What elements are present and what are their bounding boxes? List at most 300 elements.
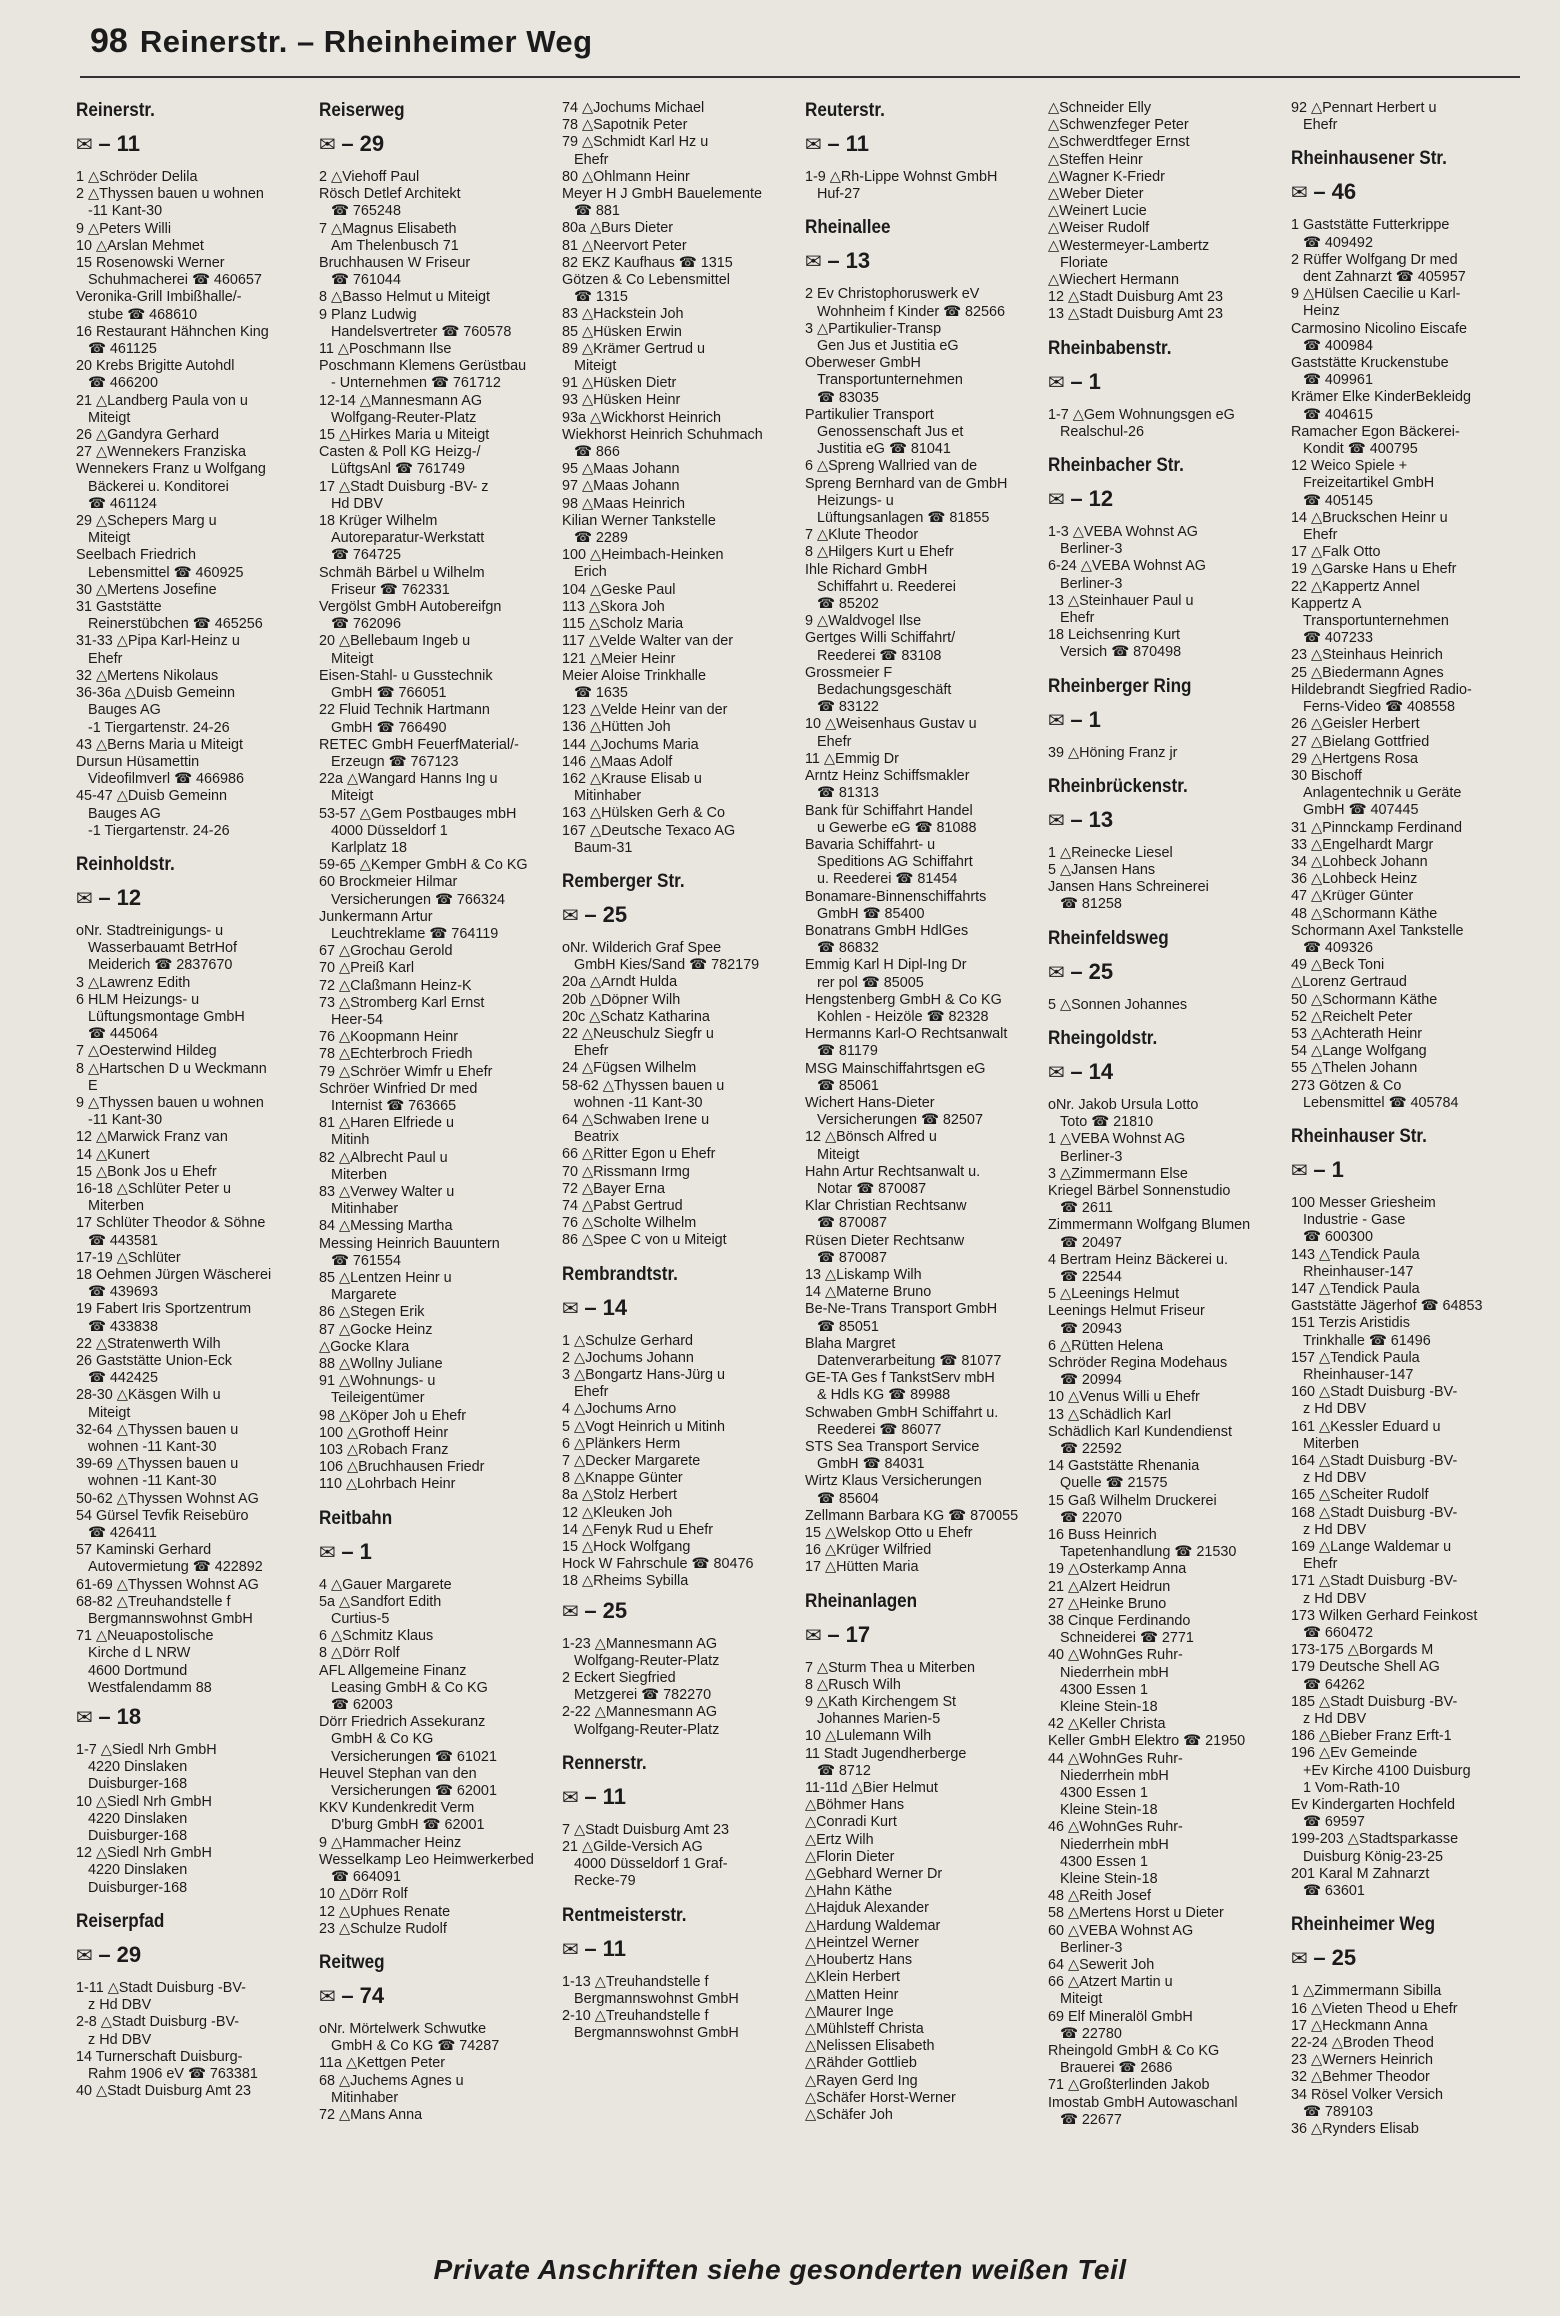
directory-entry: 27 △Heinke Bruno <box>1048 1595 1167 1612</box>
envelope-icon: ✉ <box>562 1938 585 1961</box>
directory-entry: 12 △Uphues Renate <box>319 1903 451 1920</box>
directory-entry: Carmosino Nicolino Eiscafe ☎ 400984 <box>1291 320 1467 354</box>
directory-entry: 27 △Bielang Gottfried <box>1291 733 1430 750</box>
directory-entry: Schmäh Bärbel u Wilhelm Friseur ☎ 762331 <box>319 564 485 598</box>
directory-entry: 26 △Geisler Herbert <box>1291 716 1420 733</box>
directory-entry: Bruchhausen W Friseur ☎ 761044 <box>319 255 471 289</box>
postal-district <box>1291 1946 1526 1971</box>
directory-entry: Ihle Richard GmbH Schiffahrt u. Reederei ☎ 85202 <box>805 561 956 613</box>
directory-entry: 6 △Plänkers Herm <box>562 1435 681 1452</box>
directory-entry: 144 △Jochums Maria <box>562 736 699 753</box>
directory-entry: 20a △Arndt Hulda <box>562 974 678 991</box>
directory-entry: 38 Cinque Ferdinando Schneiderei ☎ 2771 <box>1048 1612 1194 1647</box>
street-heading: Reitbahn <box>319 1507 393 1529</box>
directory-entry: △Schwerdtfeger Ernst <box>1048 134 1190 151</box>
directory-entry: 171 △Stadt Duisburg -BV- z Hd DBV <box>1291 1573 1458 1607</box>
directory-entry: 8 △Hartschen D u Weckmann E <box>76 1060 267 1094</box>
envelope-icon: ✉ <box>1048 371 1071 394</box>
directory-entry: Meier Aloise Trinkhalle ☎ 1635 <box>562 667 706 701</box>
postal-district <box>1048 960 1283 985</box>
postal-code: – 17 <box>827 1621 871 1647</box>
directory-entry: 43 △Berns Maria u Miteigt <box>76 736 244 753</box>
directory-entry: 14 △Bruckschen Heinr u Ehefr <box>1291 509 1448 544</box>
directory-entry: Eisen-Stahl- u Gusstechnik GmbH ☎ 766051 <box>319 667 493 702</box>
envelope-icon: ✉ <box>1291 1948 1314 1971</box>
directory-entry: 29 △Hertgens Rosa <box>1291 750 1419 767</box>
directory-entry: 14 △Materne Bruno <box>805 1284 932 1301</box>
directory-entry: 2 △Thyssen bauen u wohnen -11 Kant-30 <box>76 186 264 220</box>
street-heading: Reuterstr. <box>805 100 885 121</box>
directory-entry: 13 △Liskamp Wilh <box>805 1266 922 1283</box>
directory-entry: oNr. Jakob Ursula Lotto Toto ☎ 21810 <box>1048 1096 1199 1131</box>
directory-entry: Kilian Werner Tankstelle ☎ 2289 <box>562 512 716 547</box>
directory-entry: Zimmermann Wolfgang Blumen ☎ 20497 <box>1048 1217 1251 1251</box>
directory-entry: 10 △Venus Willi u Ehefr <box>1048 1389 1200 1406</box>
directory-entry: 162 △Krause Elisab u Mitinhaber <box>562 770 702 805</box>
directory-entry: 15 Rosenowski Werner Schuhmacherei ☎ 460657 <box>76 255 262 289</box>
directory-entry: △Mühlsteff Christa <box>805 2020 924 2037</box>
directory-entry: 4 △Jochums Arno <box>562 1401 677 1418</box>
directory-entry: 50 △Schormann Käthe <box>1291 991 1438 1008</box>
directory-entry: Casten & Poll KG Heizg-/ LüftgsAnl ☎ 761749 <box>319 444 481 478</box>
directory-entry: 22a △Wangard Hanns Ing u Miteigt <box>319 771 498 805</box>
directory-entry: Imostab GmbH Autowaschanl ☎ 22677 <box>1048 2094 1238 2128</box>
directory-entry: STS Sea Transport Service GmbH ☎ 84031 <box>805 1439 980 1473</box>
directory-entry: 7 △Oesterwind Hildeg <box>76 1043 217 1060</box>
directory-entry: 72 △Mans Anna <box>319 2106 423 2123</box>
directory-entry: 147 △Tendick Paula <box>1291 1280 1420 1297</box>
directory-entry: 88 △Wollny Juliane <box>319 1356 443 1373</box>
postal-code: – 1 <box>341 1538 372 1564</box>
street-heading: Rheinberger Ring <box>1048 675 1192 697</box>
directory-entry: 31-33 △Pipa Karl-Heinz u Ehefr <box>76 633 240 667</box>
directory-entry: Junkermann Artur Leuchtreklame ☎ 764119 <box>319 908 499 942</box>
directory-entry: 22 △Neuschulz Siegfr u Ehefr <box>562 1025 714 1060</box>
directory-entry: Bavaria Schiffahrt- u Speditions AG Schiffahrt u. Reederei ☎ 81454 <box>805 836 973 888</box>
directory-entry: 91 △Hüsken Dietr <box>562 375 677 392</box>
directory-entry: Meyer H J GmbH Bauelemente ☎ 881 <box>562 186 762 220</box>
directory-entry: Wirtz Klaus Versicherungen ☎ 85604 <box>805 1473 982 1507</box>
directory-entry: 100 Messer Griesheim Industrie - Gase ☎ 600300 <box>1291 1194 1436 1246</box>
directory-entry: △Rähder Gottlieb <box>805 2055 917 2072</box>
directory-entry: 1-3 △VEBA Wohnst AG Berliner-3 <box>1048 524 1198 558</box>
directory-entry: 15 △Hock Wolfgang <box>562 1539 691 1556</box>
directory-entry: 53-57 △Gem Postbauges mbH 4000 Düsseldorf 1 Karlplatz 18 <box>319 805 517 856</box>
directory-entry: △Lorenz Gertraud <box>1291 974 1407 991</box>
postal-code: – 13 <box>1070 806 1114 832</box>
directory-entry: 12 △Kleuken Joh <box>562 1504 673 1521</box>
directory-entry: 17 △Heckmann Anna <box>1291 2017 1428 2034</box>
directory-entry: 163 △Hülsken Gerh & Co <box>562 805 726 822</box>
directory-entry: 76 △Scholte Wilhelm <box>562 1215 697 1232</box>
postal-code: – 13 <box>827 248 871 274</box>
directory-entry: 1 △Schröder Delila <box>76 169 198 185</box>
directory-entry: 17-19 △Schlüter <box>76 1249 181 1266</box>
directory-entry: 161 △Kessler Eduard u Miterben <box>1291 1418 1441 1452</box>
directory-entry: 20b △Döpner Wilh <box>562 991 681 1008</box>
directory-entry: 123 △Velde Heinr van der <box>562 702 728 719</box>
postal-district <box>76 1705 311 1730</box>
directory-entry: 15 △Hirkes Maria u Miteigt <box>319 427 490 444</box>
directory-entry: 47 △Krüger Günter <box>1291 888 1414 905</box>
directory-entry: Hengstenberg GmbH & Co KG Kohlen - Heizöle ☎ 82328 <box>805 991 1002 1025</box>
directory-entry: RETEC GmbH FeuerfMaterial/- Erzeugn ☎ 767123 <box>319 736 519 770</box>
directory-entry: 74 △Jochums Michael <box>562 100 705 116</box>
directory-entry: 199-203 △Stadtsparkasse Duisburg König-23-25 <box>1291 1831 1459 1865</box>
directory-entry: 7 △Magnus Elisabeth Am Thelenbusch 71 <box>319 220 459 254</box>
street-heading: Reiserweg <box>319 100 405 121</box>
directory-entry: 1-7 △Siedl Nrh GmbH 4220 Dinslaken Duisburger-168 <box>76 1742 217 1793</box>
street-heading: Remberger Str. <box>562 870 685 892</box>
directory-entry: 70 △Preiß Karl <box>319 960 415 977</box>
directory-entry: 53 △Achterath Heinr <box>1291 1025 1423 1042</box>
directory-entry: oNr. Mörtelwerk Schwutke GmbH & Co KG ☎ 74287 <box>319 2020 500 2055</box>
header-rule <box>80 76 1520 78</box>
envelope-icon: ✉ <box>319 1541 342 1564</box>
directory-entry: 5 △Vogt Heinrich u Mitinh <box>562 1418 726 1435</box>
directory-entry: 179 Deutsche Shell AG ☎ 64262 <box>1291 1659 1440 1693</box>
directory-entry: 1-11 △Stadt Duisburg -BV- z Hd DBV <box>76 1979 246 2014</box>
postal-code: – 1 <box>1070 368 1101 394</box>
page-number: 98 <box>90 22 128 60</box>
envelope-icon: ✉ <box>562 1786 585 1809</box>
directory-entry: Hock W Fahrschule ☎ 80476 <box>562 1556 754 1573</box>
directory-entry: △Gocke Klara <box>319 1338 410 1355</box>
directory-entry: △Nelissen Elisabeth <box>805 2038 935 2055</box>
directory-entry: 36 △Lohbeck Heinz <box>1291 871 1418 888</box>
directory-entry: 19 △Garske Hans u Ehefr <box>1291 561 1457 578</box>
directory-entry: 71 △Großterlinden Jakob <box>1048 2077 1210 2094</box>
directory-entry: 16 △Vieten Theod u Ehefr <box>1291 2000 1458 2017</box>
directory-entry: 15 △Bonk Jos u Ehefr <box>76 1163 217 1180</box>
directory-entry: 173-175 △Borgards M <box>1291 1642 1434 1659</box>
directory-entry: Rösch Detlef Architekt ☎ 765248 <box>319 186 461 220</box>
directory-entry: 7 △Stadt Duisburg Amt 23 <box>562 1821 730 1838</box>
page-title: Reinerstr. – Rheinheimer Weg <box>139 24 593 59</box>
directory-entry: 12 △Siedl Nrh GmbH 4220 Dinslaken Duisburger-168 <box>76 1845 212 1896</box>
directory-entry: 12 Weico Spiele + Freizeitartikel GmbH ☎ 405145 <box>1291 458 1435 509</box>
street-heading: Reinholdstr. <box>76 853 175 875</box>
directory-entry: Kriegel Bärbel Sonnenstudio ☎ 2611 <box>1048 1182 1231 1217</box>
directory-entry: △Ertz Wilh <box>805 1831 874 1848</box>
directory-entry: △Weinert Lucie <box>1048 203 1147 220</box>
directory-entry: 168 △Stadt Duisburg -BV- z Hd DBV <box>1291 1504 1458 1538</box>
directory-entry: 16 Buss Heinrich Tapetenhandlung ☎ 21530 <box>1048 1526 1237 1561</box>
directory-entry: 64 △Schwaben Irene u Beatrix <box>562 1111 710 1146</box>
directory-entry: 1 △Reinecke Liesel <box>1048 844 1173 861</box>
directory-entry: 8a △Stolz Herbert <box>562 1487 678 1504</box>
directory-entry: 143 △Tendick Paula Rheinhauser-147 <box>1291 1246 1420 1280</box>
directory-entry: 8 △Hilgers Kurt u Ehefr <box>805 544 954 561</box>
directory-entry: △Maurer Inge <box>805 2003 894 2020</box>
directory-column <box>1291 100 1526 2240</box>
directory-entry: oNr. Wilderich Graf Spee GmbH Kies/Sand ☎ 782179 <box>562 939 760 974</box>
directory-entry: 44 △WohnGes Ruhr- Niederrhein mbH 4300 Essen 1 Kleine Stein-18 <box>1048 1750 1183 1819</box>
directory-entry: 97 △Maas Johann <box>562 478 680 495</box>
postal-district <box>1048 1060 1283 1085</box>
postal-district <box>805 132 1040 157</box>
directory-entry: 79 △Schröer Wimfr u Ehefr <box>319 1063 493 1080</box>
envelope-icon: ✉ <box>805 134 828 156</box>
envelope-icon: ✉ <box>562 904 585 927</box>
directory-entry: 68-82 △Treuhandstelle f Bergmannswohnst GmbH <box>76 1593 253 1628</box>
envelope-icon: ✉ <box>319 1985 342 2008</box>
postal-district <box>1048 808 1283 833</box>
directory-entry: 146 △Maas Adolf <box>562 753 673 770</box>
directory-entry: 33 △Engelhardt Margr <box>1291 836 1434 853</box>
directory-entry: 26 Gaststätte Union-Eck ☎ 442425 <box>76 1353 232 1387</box>
envelope-icon: ✉ <box>76 1707 99 1730</box>
directory-entry: 82 △Albrecht Paul u Miterben <box>319 1149 448 1183</box>
directory-entry: 115 △Scholz Maria <box>562 616 684 633</box>
envelope-icon: ✉ <box>805 251 828 274</box>
directory-entry: 164 △Stadt Duisburg -BV- z Hd DBV <box>1291 1453 1458 1487</box>
directory-entry: 9 Planz Ludwig Handelsvertreter ☎ 760578 <box>319 306 512 340</box>
directory-entry: 32-64 △Thyssen bauen u wohnen -11 Kant-30 <box>76 1421 239 1456</box>
page-header <box>90 22 1510 61</box>
directory-column <box>562 100 797 2240</box>
postal-code: – 25 <box>584 901 628 927</box>
directory-entry: 151 Terzis Aristidis Trinkhalle ☎ 61496 <box>1291 1315 1431 1349</box>
directory-column <box>805 100 1040 2240</box>
directory-entry: GE-TA Ges f TankstServ mbH & Hdls KG ☎ 89988 <box>805 1370 995 1404</box>
directory-entry: 17 △Stadt Duisburg -BV- z Hd DBV <box>319 478 489 512</box>
directory-entry: 54 Gürsel Tevfik Reisebüro ☎ 426411 <box>76 1507 249 1542</box>
directory-entry: Schormann Axel Tankstelle ☎ 409326 <box>1291 922 1464 956</box>
directory-entry: 81 △Haren Elfriede u Mitinh <box>319 1115 455 1149</box>
postal-code: – 1 <box>1313 1156 1344 1182</box>
directory-entry: Emmig Karl H Dipl-Ing Dr rer pol ☎ 85005 <box>805 957 967 991</box>
directory-entry: 39 △Höning Franz jr <box>1048 744 1178 761</box>
directory-entry: 30 Bischoff Anlagentechnik u Geräte GmbH ☎ 407445 <box>1291 767 1462 819</box>
directory-entry: 25 △Biedermann Agnes <box>1291 664 1444 681</box>
postal-district <box>562 1937 797 1962</box>
directory-entry: 92 △Pennart Herbert u Ehefr <box>1291 100 1437 134</box>
directory-entry: KKV Kundenkredit Verm D'burg GmbH ☎ 62001 <box>319 1800 485 1834</box>
postal-district <box>1048 370 1283 395</box>
directory-entry: Blaha Margret Datenverarbeitung ☎ 81077 <box>805 1335 1002 1369</box>
postal-district <box>562 903 797 928</box>
directory-entry: 1-13 △Treuhandstelle f Bergmannswohnst GmbH <box>562 1973 739 2007</box>
postal-district <box>805 249 1040 274</box>
directory-entry: △Böhmer Hans <box>805 1797 905 1814</box>
directory-entry: Arntz Heinz Schiffsmakler ☎ 81313 <box>805 768 970 802</box>
street-heading: Rentmeisterstr. <box>562 1904 687 1926</box>
directory-entry: △Schäfer Horst-Werner <box>805 2089 956 2106</box>
envelope-icon: ✉ <box>76 1944 99 1967</box>
directory-entry: 16 Restaurant Hähnchen King ☎ 461125 <box>76 323 269 358</box>
envelope-icon: ✉ <box>1048 709 1071 732</box>
directory-entry: Bank für Schiffahrt Handel u Gewerbe eG ☎ 81088 <box>805 802 977 836</box>
street-heading: Rheingoldstr. <box>1048 1027 1158 1049</box>
directory-entry: 64 △Sewerit Joh <box>1048 1957 1155 1974</box>
directory-entry: 12 △Stadt Duisburg Amt 23 <box>1048 289 1224 306</box>
street-heading: Rheinhauser Str. <box>1291 1125 1427 1147</box>
directory-entry: 8 △Dörr Rolf <box>319 1645 400 1662</box>
directory-entry: Hildebrandt Siegfried Radio- Ferns-Video ☎ 408558 <box>1291 681 1472 716</box>
directory-entry: 23 △Schulze Rudolf <box>319 1920 447 1937</box>
envelope-icon: ✉ <box>1291 1159 1314 1182</box>
directory-entry: 2-10 △Treuhandstelle f Bergmannswohnst GmbH <box>562 2008 739 2042</box>
directory-entry: 93 △Hüsken Heinr <box>562 392 681 409</box>
postal-district <box>319 132 554 157</box>
directory-entry: Poschmann Klemens Gerüstbau - Unternehmen ☎ 761712 <box>319 358 527 392</box>
directory-entry: 2 Rüffer Wolfgang Dr med dent Zahnarzt ☎ 405957 <box>1291 251 1466 286</box>
postal-district <box>76 886 311 911</box>
footer-note: Private Anschriften siehe gesonderten weißen Teil <box>433 2254 1127 2285</box>
directory-entry: 22 Fluid Technik Hartmann GmbH ☎ 766490 <box>319 702 490 736</box>
directory-entry: 20c △Schatz Katharina <box>562 1008 710 1025</box>
directory-entry: △Schneider Elly <box>1048 100 1152 116</box>
directory-entry: 36-36a △Duisb Gemeinn Bauges AG -1 Tiergartenstr. 24-26 <box>76 685 236 736</box>
directory-entry: 23 △Steinhaus Heinrich <box>1291 647 1443 664</box>
directory-entry: △Schwenzfeger Peter <box>1048 117 1189 134</box>
directory-entry: 7 △Sturm Thea u Miterben <box>805 1659 975 1676</box>
directory-entry: 165 △Scheiter Rudolf <box>1291 1487 1429 1504</box>
directory-entry: 16-18 △Schlüter Peter u Miterben <box>76 1180 232 1215</box>
directory-entry: 28-30 △Käsgen Wilh u Miteigt <box>76 1387 221 1421</box>
directory-entry: 10 △Dörr Rolf <box>319 1886 408 1903</box>
directory-entry: 69 Elf Mineralöl GmbH ☎ 22780 <box>1048 2008 1193 2042</box>
directory-entry: Dursun Hüsamettin Videofilmverl ☎ 466986 <box>76 753 245 788</box>
directory-entry: 4 Bertram Heinz Bäckerei u. ☎ 22544 <box>1048 1251 1228 1285</box>
directory-columns <box>76 100 1526 2240</box>
directory-entry: Heuvel Stephan van den Versicherungen ☎ 62001 <box>319 1765 497 1800</box>
directory-entry: 11 Stadt Jugendherberge ☎ 8712 <box>805 1745 967 1779</box>
directory-entry: 9 △Hülsen Caecilie u Karl- Heinz <box>1291 286 1461 320</box>
directory-entry: 5 △Leenings Helmut <box>1048 1286 1180 1303</box>
directory-entry: 1 △Schulze Gerhard <box>562 1332 694 1349</box>
directory-entry: 80a △Burs Dieter <box>562 220 674 237</box>
directory-entry: 84 △Messing Martha <box>319 1218 453 1235</box>
directory-entry: △Rayen Gerd Ing <box>805 2072 918 2089</box>
directory-entry: 11-11d △Bier Helmut <box>805 1780 938 1797</box>
postal-district <box>1291 180 1526 205</box>
directory-entry: 15 △Welskop Otto u Ehefr <box>805 1525 973 1542</box>
directory-entry: 46 △WohnGes Ruhr- Niederrhein mbH 4300 Essen 1 Kleine Stein-18 <box>1048 1819 1183 1888</box>
directory-entry: 24 △Fügsen Wilhelm <box>562 1060 697 1077</box>
directory-entry: 85 △Lentzen Heinr u Margarete <box>319 1270 452 1304</box>
directory-entry: 93a △Wickhorst Heinrich <box>562 409 722 426</box>
directory-entry: 60 Brockmeier Hilmar Versicherungen ☎ 766324 <box>319 874 505 908</box>
directory-entry: 21 △Gilde-Versich AG 4000 Düsseldorf 1 Graf- Recke-79 <box>562 1839 728 1890</box>
directory-entry: Hahn Artur Rechtsanwalt u. Notar ☎ 870087 <box>805 1163 981 1197</box>
street-heading: Rheinhausener Str. <box>1291 148 1447 170</box>
street-heading: Rheinallee <box>805 217 891 239</box>
directory-entry: Veronika-Grill Imbißhalle/- stube ☎ 468610 <box>76 289 242 323</box>
directory-entry: 22 △Kappertz Annel <box>1291 578 1420 595</box>
postal-district <box>562 1599 797 1624</box>
directory-entry: 10 △Lulemann Wilh <box>805 1728 932 1745</box>
postal-district <box>76 1943 311 1968</box>
directory-entry: 13 △Schädlich Karl <box>1048 1406 1172 1423</box>
directory-entry: 173 Wilken Gerhard Feinkost ☎ 660472 <box>1291 1607 1478 1642</box>
directory-entry: 169 △Lange Waldemar u Ehefr <box>1291 1539 1452 1573</box>
directory-entry: 14 △Kunert <box>76 1146 150 1163</box>
postal-code: – 46 <box>1313 179 1357 205</box>
postal-district <box>562 1296 797 1321</box>
directory-entry: 19 △Osterkamp Anna <box>1048 1561 1187 1578</box>
directory-entry: 160 △Stadt Duisburg -BV- z Hd DBV <box>1291 1384 1458 1418</box>
directory-entry: 55 △Thelen Johann <box>1291 1060 1418 1077</box>
directory-entry: 104 △Geske Paul <box>562 581 676 598</box>
postal-code: – 14 <box>1070 1058 1114 1084</box>
directory-entry: 23 △Werners Heinrich <box>1291 2052 1433 2069</box>
directory-entry: 3 △Bongartz Hans-Jürg u Ehefr <box>562 1367 726 1401</box>
directory-entry: 87 △Gocke Heinz <box>319 1321 433 1338</box>
directory-entry: 2 △Viehoff Paul <box>319 169 420 185</box>
directory-entry: 32 △Mertens Nikolaus <box>76 667 219 684</box>
street-heading: Rembrandtstr. <box>562 1263 678 1285</box>
directory-entry: 18 Leichsenring Kurt Versich ☎ 870498 <box>1048 627 1182 661</box>
directory-entry: △Wagner K-Friedr <box>1048 168 1165 185</box>
postal-code: – 11 <box>827 131 869 156</box>
directory-entry: 10 △Arslan Mehmet <box>76 237 204 254</box>
directory-entry: Bonatrans GmbH HdlGes ☎ 86832 <box>805 922 969 957</box>
directory-entry: Partikulier Transport Genossenschaft Jus et Justitia eG ☎ 81041 <box>805 406 964 458</box>
directory-entry: △Hardung Waldemar <box>805 1917 941 1934</box>
directory-entry: 98 △Maas Heinrich <box>562 495 686 512</box>
directory-entry: 7 △Klute Theodor <box>805 527 919 544</box>
directory-entry: Wichert Hans-Dieter Versicherungen ☎ 82507 <box>805 1094 983 1129</box>
directory-entry: 100 △Heimbach-Heinken Erich <box>562 547 724 581</box>
directory-entry: 11 △Poschmann Ilse <box>319 341 452 358</box>
directory-entry: 106 △Bruchhausen Friedr <box>319 1459 485 1476</box>
directory-entry: 98 △Köper Joh u Ehefr <box>319 1407 467 1424</box>
street-heading: Rennerstr. <box>562 1752 647 1774</box>
directory-entry: 17 △Hütten Maria <box>805 1559 919 1576</box>
directory-entry: 40 △WohnGes Ruhr- Niederrhein mbH 4300 Essen 1 Kleine Stein-18 <box>1048 1647 1183 1715</box>
directory-entry: Be-Ne-Trans Transport GmbH ☎ 85051 <box>805 1301 998 1335</box>
directory-entry: 201 Karal M Zahnarzt ☎ 63601 <box>1291 1865 1430 1900</box>
directory-entry: Keller GmbH Elektro ☎ 21950 <box>1048 1733 1246 1750</box>
directory-entry: 42 △Keller Christa <box>1048 1716 1166 1733</box>
directory-entry: 31 Gaststätte Reinerstübchen ☎ 465256 <box>76 599 263 633</box>
directory-entry: 2-8 △Stadt Duisburg -BV- z Hd DBV <box>76 2014 240 2048</box>
directory-entry: 17 Schlüter Theodor & Söhne ☎ 443581 <box>76 1215 266 1249</box>
directory-entry: 31 △Pinnckamp Ferdinand <box>1291 819 1463 836</box>
directory-entry: Hermanns Karl-O Rechtsanwalt ☎ 81179 <box>805 1026 1008 1060</box>
postal-code: – 11 <box>584 1935 626 1961</box>
directory-entry: △Weber Dieter <box>1048 186 1144 203</box>
directory-entry: Wennekers Franz u Wolfgang Bäckerei u. Konditorei ☎ 461124 <box>76 461 266 512</box>
envelope-icon: ✉ <box>1291 182 1314 205</box>
directory-entry: 83 △Verwey Walter u Mitinhaber <box>319 1183 455 1218</box>
directory-entry: Klar Christian Rechtsanw ☎ 870087 <box>805 1198 967 1232</box>
directory-entry: △Klein Herbert <box>805 1969 901 1986</box>
directory-entry: 3 △Zimmermann Else <box>1048 1165 1188 1182</box>
directory-entry: 79 △Schmidt Karl Hz u Ehefr <box>562 134 709 168</box>
directory-entry: 40 △Stadt Duisburg Amt 23 <box>76 2083 252 2100</box>
directory-entry: 12 △Marwick Franz van <box>76 1129 228 1146</box>
street-heading: Rheinbrückenstr. <box>1048 775 1188 797</box>
directory-entry: 6 △Rütten Helena <box>1048 1337 1164 1354</box>
directory-entry: △Heintzel Werner <box>805 1934 919 1951</box>
directory-entry: 113 △Skora Joh <box>562 598 665 615</box>
directory-entry: Vergölst GmbH Autobereifgn ☎ 762096 <box>319 599 502 633</box>
directory-entry: 1 △VEBA Wohnst AG Berliner-3 <box>1048 1131 1186 1165</box>
directory-entry: 11 △Emmig Dr <box>805 750 899 767</box>
directory-entry: Krämer Elke KinderBekleidg ☎ 404615 <box>1291 389 1471 423</box>
directory-column <box>76 100 311 2240</box>
directory-entry: Kappertz A Transportunternehmen ☎ 407233 <box>1291 595 1449 647</box>
directory-entry: 70 △Rissmann Irmg <box>562 1163 690 1180</box>
directory-entry: 66 △Atzert Martin u Miteigt <box>1048 1974 1173 2008</box>
directory-entry: 72 △Claßmann Heinz-K <box>319 977 472 994</box>
directory-entry: 27 △Wennekers Franziska <box>76 444 246 461</box>
directory-entry: 5a △Sandfort Edith Curtius-5 <box>319 1593 442 1628</box>
directory-entry: Leenings Helmut Friseur ☎ 20943 <box>1048 1303 1205 1337</box>
